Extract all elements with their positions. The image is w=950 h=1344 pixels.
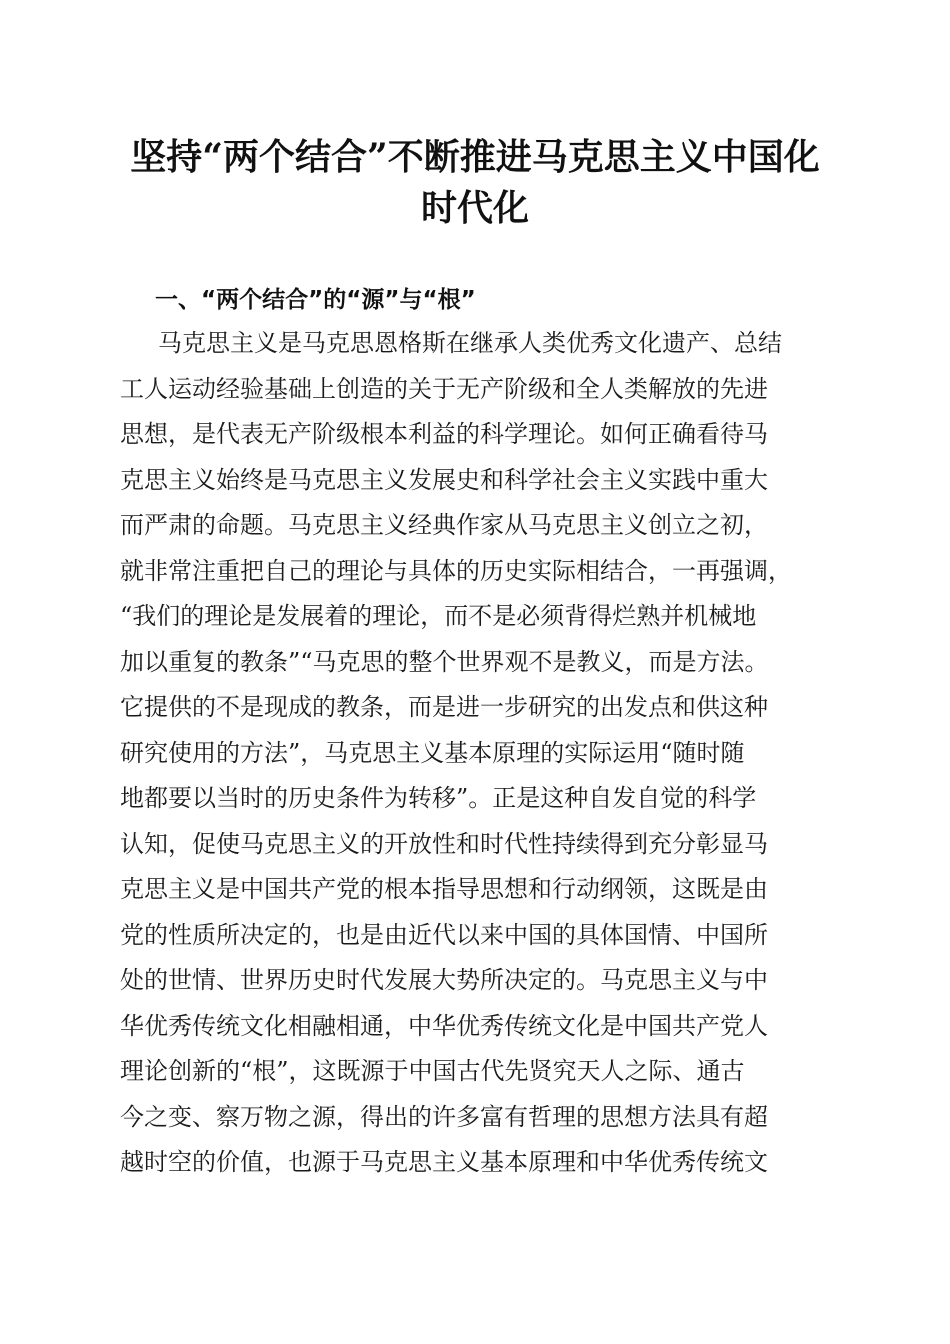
- body-line: 它提供的不是现成的教条，而是进一步研究的出发点和供这种: [120, 693, 768, 721]
- body-line: 处的世情、世界历史时代发展大势所决定的。马克思主义与中: [120, 966, 768, 994]
- body-line: 华优秀传统文化相融相通，中华优秀传统文化是中国共产党人: [120, 1011, 768, 1040]
- section-heading: 一、“两个结合”的“源”与“根”: [155, 287, 476, 313]
- body-line: 理论创新的“根”，这既源于中国古代先贤究天人之际、通古: [120, 1057, 745, 1085]
- body-paragraph: [120, 321, 830, 1186]
- body-line: 工人运动经验基础上创造的关于无产阶级和全人类解放的先进: [120, 374, 768, 403]
- body-line: 认知，促使马克思主义的开放性和时代性持续得到充分彰显马: [120, 829, 768, 858]
- body-line: 而严肃的命题。马克思主义经典作家从马克思主义创立之初，: [120, 511, 768, 539]
- body-line: 就非常注重把自己的理论与具体的历史实际相结合，一再强调，: [120, 556, 792, 585]
- body-line: 今之变、察万物之源，得出的许多富有哲理的思想方法具有超: [120, 1102, 768, 1131]
- body-line: 党的性质所决定的，也是由近代以来中国的具体国情、中国所: [120, 920, 768, 949]
- body-line: 越时空的价值，也源于马克思主义基本原理和中华优秀传统文: [120, 1148, 768, 1176]
- body-line: 研究使用的方法”，马克思主义基本原理的实际运用“随时随: [120, 738, 745, 767]
- title-line-1: 坚持“两个结合”不断推进马克思主义中国化: [130, 136, 820, 178]
- body-line: “我们的理论是发展着的理论，而不是必须背得烂熟并机械地: [120, 602, 757, 630]
- body-line: 马克思主义是马克思恩格斯在继承人类优秀文化遗产、总结: [158, 329, 782, 357]
- body-line: 克思主义始终是马克思主义发展史和科学社会主义实践中重大: [120, 465, 768, 494]
- title-line-2: 时代化: [420, 187, 529, 229]
- body-line: 加以重复的教条”“马克思的整个世界观不是教义，而是方法。: [120, 647, 769, 676]
- body-line: 思想，是代表无产阶级根本利益的科学理论。如何正确看待马: [120, 420, 768, 448]
- document-title: [100, 132, 850, 234]
- body-line: 地都要以当时的历史条件为转移”。正是这种自发自觉的科学: [120, 784, 757, 812]
- body-line: 克思主义是中国共产党的根本指导思想和行动纲领，这既是由: [120, 875, 768, 903]
